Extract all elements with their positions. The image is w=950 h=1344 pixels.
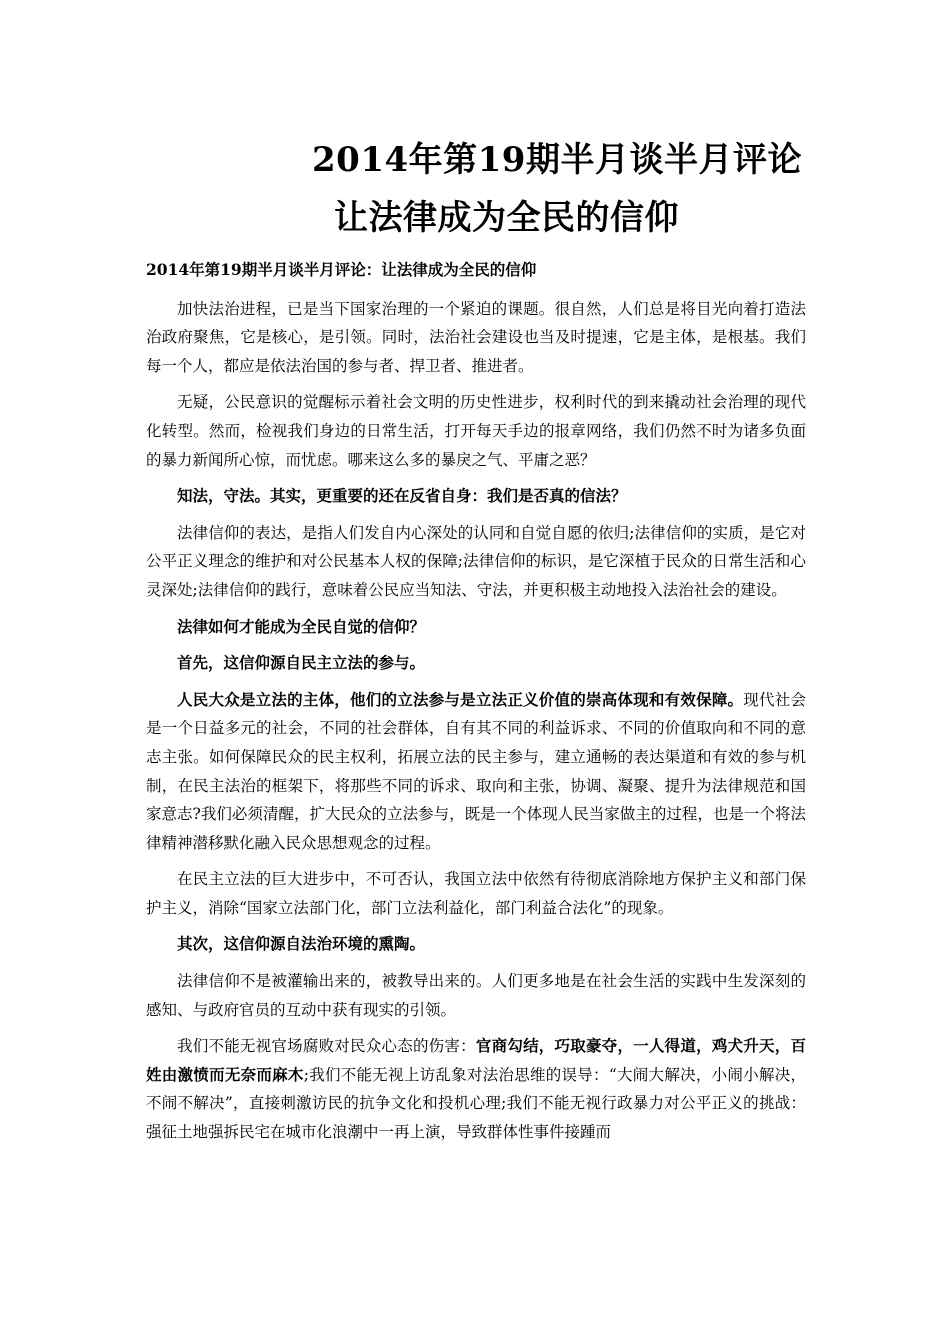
paragraph-10: 法律信仰不是被灌输出来的，被教导出来的。人们更多地是在社会生活的实践中生发深刻的感知、与政府官员的互动中获有现实的引领。	[146, 972, 806, 1019]
paragraph-1: 加快法治进程，已是当下国家治理的一个紧迫的课题。很自然，人们总是将目光向着打造法治政府聚焦，它是核心，是引领。同时，法治社会建设也当及时提速，它是主体，是根基。我们每一个人，都应是依法治国的参与者、捍卫者、推进者。	[146, 299, 806, 375]
paragraph-3: 知法，守法。其实，更重要的还在反省自身：我们是否真的信法？	[177, 486, 627, 506]
paragraph-11-b: ;我们不能无视上访乱象对法治思维的误导：“大闹大解决，小闹小解决，不闹不解决”，直接刺激访民的抗争文化和投机心理;我们不能无视行政暴力对公平正义的挑战：强征土地强拆民宅在城市化浪潮中一再上演，导致群体性事件接踵而	[146, 1065, 806, 1142]
paragraph-5: 法律如何才能成为全民自觉的信仰？	[177, 616, 426, 636]
title-line-1: 2014年第19期半月谈半月评论	[312, 140, 802, 180]
paragraph-7-bold: 人民大众是立法的主体，他们的立法参与是立法正义价值的崇高体现和有效保障。	[177, 689, 744, 709]
paragraph-7	[146, 686, 806, 858]
paragraph-9: 其次，这信仰源自法治环境的熏陶。	[177, 934, 426, 954]
article-subtitle: 2014年第19期半月谈半月评论：让法律成为全民的信仰	[146, 260, 537, 279]
paragraph-11	[146, 1032, 806, 1146]
paragraph-4: 法律信仰的表达，是指人们发自内心深处的认同和自觉自愿的依归;法律信仰的实质，是它对公平正义理念的维护和对公民基本人权的保障;法律信仰的标识，是它深植于民众的日常生活和心灵深处;法律信仰的践行，意味着公民应当知法、守法，并更积极主动地投入法治社会的建设。	[146, 523, 806, 599]
paragraph-6: 首先，这信仰源自民主立法的参与。	[177, 653, 426, 673]
paragraph-11-bold: 官商勾结，巧取豪夺，一人得道，鸡犬升天，百姓由激愤而无奈而麻木	[146, 1036, 806, 1084]
article-body	[146, 256, 806, 1155]
paragraph-11-a: 我们不能无视官场腐败对民众心态的伤害：	[177, 1037, 476, 1056]
paragraph-7-rest: 现代社会是一个日益多元的社会，不同的社会群体，自有其不同的利益诉求、不同的价值取向和不同的意志主张。如何保障民众的民主权利，拓展立法的民主参与，建立通畅的表达渠道和有效的参与机制，在民主法治的框架下，将那些不同的诉求、取向和主张，协调、凝聚、提升为法律规范和国家意志?我们必须清醒，扩大民众的立法参与，既是一个体现人民当家做主的过程，也是一个将法律精神潜移默化融入民众思想观念的过程。	[146, 690, 806, 852]
paragraph-2: 无疑，公民意识的觉醒标示着社会文明的历史性进步，权利时代的到来撬动社会治理的现代化转型。然而，检视我们身边的日常生活，打开每天手边的报章网络，我们仍然不时为诸多负面的暴力新闻所心惊，而忧虑。哪来这么多的暴戾之气、平庸之恶？	[146, 393, 806, 469]
title-line-2: 让法律成为全民的信仰	[334, 198, 679, 238]
paragraph-8: 在民主立法的巨大进步中，不可否认，我国立法中依然有待彻底消除地方保护主义和部门保护主义，消除“国家立法部门化，部门立法利益化，部门利益合法化”的现象。	[146, 870, 806, 917]
